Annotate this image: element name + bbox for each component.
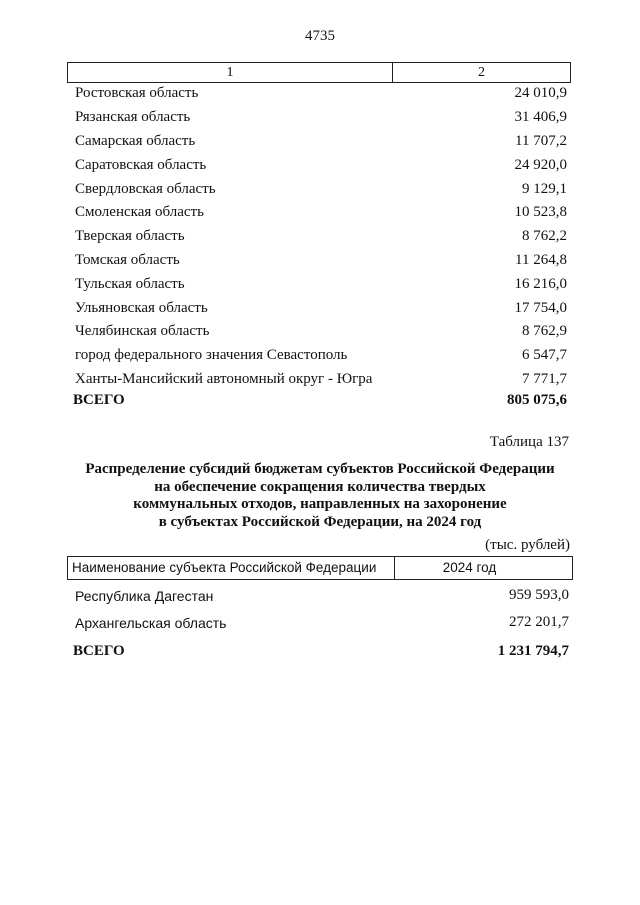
table2-body bbox=[67, 582, 571, 636]
total-value: 1 231 794,7 bbox=[497, 643, 569, 659]
region-value: 24 010,9 bbox=[514, 85, 567, 102]
table2-title bbox=[0, 461, 640, 531]
table2-header-name: Наименование субъекта Российской Федерации bbox=[68, 557, 395, 579]
page-number: 4735 bbox=[305, 28, 335, 44]
table-row bbox=[67, 296, 569, 320]
title-line: на обеспечение сокращения количества твердых bbox=[154, 478, 486, 495]
table-row bbox=[67, 344, 569, 368]
region-name: Рязанская область bbox=[75, 109, 191, 126]
region-name: Тульская область bbox=[75, 275, 185, 292]
region-value: 31 406,9 bbox=[514, 109, 567, 126]
region-value: 24 920,0 bbox=[514, 156, 567, 173]
region-value: 16 216,0 bbox=[514, 275, 567, 292]
table-row bbox=[67, 82, 569, 106]
table-row bbox=[67, 320, 569, 344]
region-value: 8 762,2 bbox=[522, 228, 567, 245]
region-value: 7 771,7 bbox=[522, 370, 567, 387]
table-row bbox=[67, 249, 569, 273]
total-value: 805 075,6 bbox=[507, 392, 567, 408]
region-name: Свердловская область bbox=[75, 180, 216, 197]
table2-column-header bbox=[67, 556, 573, 580]
table1-body bbox=[67, 82, 569, 391]
table-row bbox=[67, 130, 569, 154]
region-name: город федерального значения Севастополь bbox=[75, 347, 348, 364]
region-name: Смоленская область bbox=[75, 204, 204, 221]
units-label: (тыс. рублей) bbox=[485, 537, 570, 553]
region-name: Томская область bbox=[75, 251, 180, 268]
region-value: 272 201,7 bbox=[509, 614, 569, 630]
region-value: 11 707,2 bbox=[515, 132, 567, 149]
table1-column-2: 2 bbox=[478, 65, 485, 80]
table1-column-1: 1 bbox=[68, 63, 393, 82]
table-row bbox=[67, 106, 569, 130]
total-label: ВСЕГО bbox=[73, 643, 125, 659]
title-line: в субъектах Российской Федерации, на 2024 год bbox=[158, 513, 482, 530]
table-number-label: Таблица 137 bbox=[489, 434, 569, 450]
region-value: 9 129,1 bbox=[522, 180, 567, 197]
region-name: Ульяновская область bbox=[75, 299, 208, 316]
table1-column-header bbox=[67, 62, 571, 83]
region-name: Челябинская область bbox=[75, 323, 210, 340]
region-value: 959 593,0 bbox=[509, 587, 569, 603]
region-value: 10 523,8 bbox=[514, 204, 567, 221]
region-value: 11 264,8 bbox=[515, 251, 567, 268]
region-value: 6 547,7 bbox=[522, 347, 567, 364]
table-row bbox=[67, 177, 569, 201]
table-row bbox=[67, 272, 569, 296]
title-line: коммунальных отходов, направленных на захоронение bbox=[133, 496, 507, 512]
table2-header-year: 2024 год bbox=[442, 560, 497, 575]
table-row bbox=[67, 201, 569, 225]
region-name: Республика Дагестан bbox=[75, 587, 214, 604]
region-name: Саратовская область bbox=[75, 156, 207, 173]
table-row bbox=[67, 225, 569, 249]
table-row bbox=[67, 153, 569, 177]
table-row bbox=[67, 582, 571, 609]
title-line: Распределение субсидий бюджетам субъектов Российской Федерации bbox=[85, 461, 555, 477]
region-value: 8 762,9 bbox=[522, 323, 567, 340]
table2-total-row bbox=[67, 643, 571, 660]
table1-total-row bbox=[67, 392, 569, 409]
table-row bbox=[67, 368, 569, 392]
region-name: Тверская область bbox=[75, 228, 185, 245]
total-label: ВСЕГО bbox=[73, 392, 125, 408]
region-name: Самарская область bbox=[75, 132, 196, 149]
region-name: Ханты-Мансийский автономный округ - Югра bbox=[75, 370, 373, 387]
region-name: Архангельская область bbox=[75, 614, 227, 631]
table-row bbox=[67, 609, 571, 636]
region-value: 17 754,0 bbox=[514, 299, 567, 316]
region-name: Ростовская область bbox=[75, 85, 199, 102]
